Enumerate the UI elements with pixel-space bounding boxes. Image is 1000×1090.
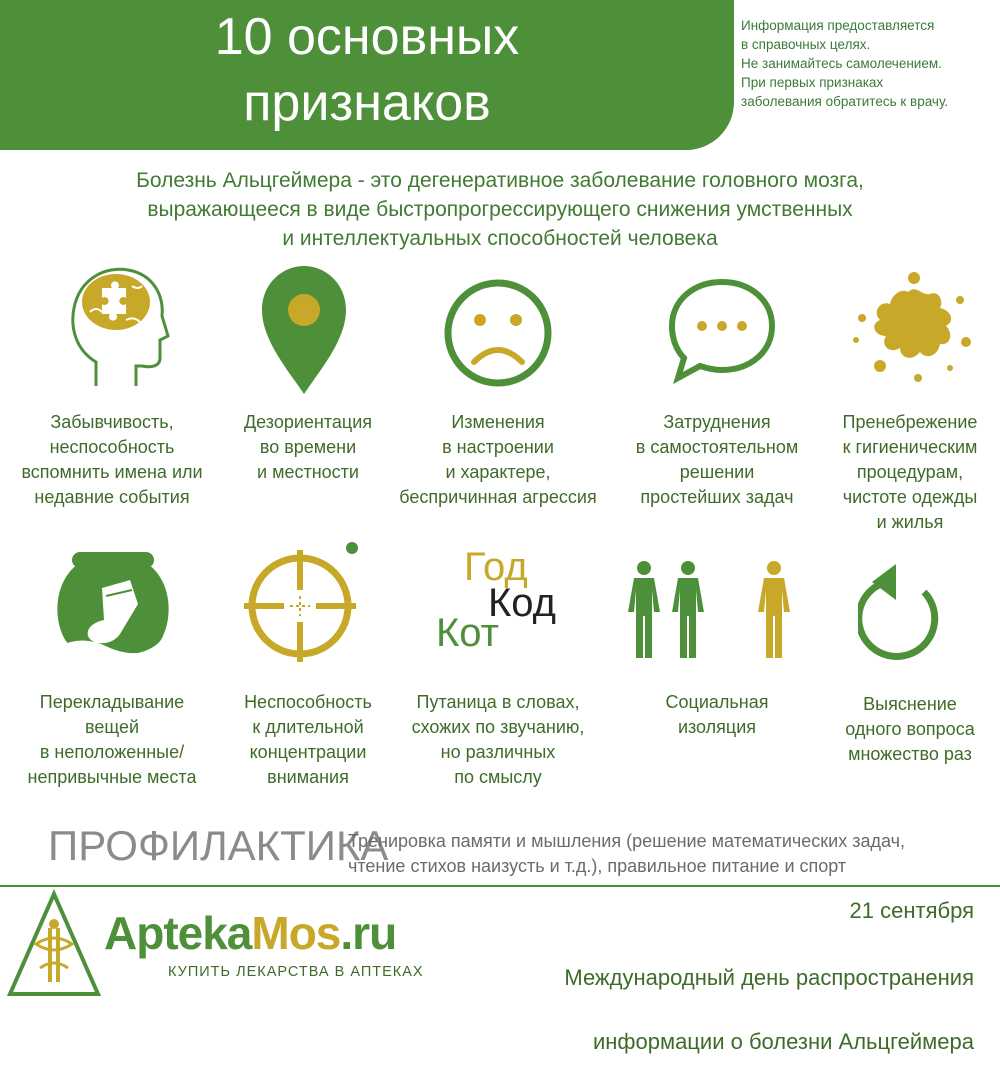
sign-caption-4: Затруднения в самостоятельном решении простейших задач xyxy=(635,412,799,507)
word-kod: Код xyxy=(488,581,557,625)
target-crosshair-icon xyxy=(242,540,364,664)
sign-caption-10: Выяснение одного вопроса множество раз xyxy=(845,694,975,764)
prevention-title: ПРОФИЛАКТИКА xyxy=(48,822,389,869)
sign-caption-7: Неспособность к длительной концентрации внимания xyxy=(244,692,372,787)
words-icon xyxy=(430,545,590,665)
prevention-line: чтение стихов наизусть и т.д.), правильное питание и спорт xyxy=(348,856,847,876)
intro-line: и интеллектуальных способностей человека xyxy=(282,227,718,250)
logo-part-ru: .ru xyxy=(340,907,397,959)
people-icon xyxy=(624,560,804,660)
sign-caption-5: Пренебрежение к гигиеническим процедурам, чистоте одежды и жилья xyxy=(842,412,978,532)
sign-caption-2: Дезориентация во времени и местности xyxy=(243,412,373,482)
logo-wordmark[interactable] xyxy=(104,906,396,960)
sign-caption-3: Изменения в настроении и характере, беспричинная агрессия xyxy=(399,412,597,507)
disclaimer xyxy=(741,16,999,111)
event-date: 21 сентября xyxy=(849,898,974,923)
head-puzzle-icon xyxy=(66,262,170,392)
event-line: Международный день распространения xyxy=(564,965,974,990)
pot-sock-icon xyxy=(50,550,176,670)
sad-face-icon xyxy=(442,278,554,388)
disclaimer-line: При первых признаках xyxy=(741,75,884,90)
disclaimer-line: Не занимайтесь самолечением. xyxy=(741,56,942,71)
speech-bubble-icon xyxy=(666,276,778,384)
stain-icon xyxy=(846,270,976,388)
event-title xyxy=(564,930,974,1090)
sign-caption-6: Перекладывание вещей в неположенные/ непривычные места xyxy=(27,692,197,787)
word-god: Год xyxy=(464,545,528,589)
logo-tagline: КУПИТЬ ЛЕКАРСТВА В АПТЕКАХ xyxy=(168,964,424,980)
prevention-text xyxy=(348,829,988,879)
event-line: информации о болезни Альцгеймера xyxy=(592,1029,974,1054)
title-line-2: признаков xyxy=(243,74,491,132)
sign-caption-8: Путаница в словах, схожих по звучанию, но различных по смыслу xyxy=(411,692,585,787)
intro-line: Болезнь Альцгеймера - это дегенеративное заболевание головного мозга, xyxy=(136,169,864,192)
title-line-1: 10 основных xyxy=(214,8,520,66)
intro-text xyxy=(40,166,960,253)
disclaimer-line: в справочных целях. xyxy=(741,37,871,52)
divider xyxy=(0,885,1000,887)
disclaimer-line: заболевания обратитесь к врачу. xyxy=(741,94,949,109)
disclaimer-line: Информация предоставляется xyxy=(741,18,935,33)
logo-part-apteka: Apteka xyxy=(104,907,252,959)
sign-caption-1: Забывчивость, неспособность вспомнить имена или недавние события xyxy=(21,412,203,507)
prevention-line: Тренировка памяти и мышления (решение математических задач, xyxy=(348,831,905,851)
page-title xyxy=(0,4,734,136)
repeat-arrow-icon xyxy=(858,560,948,670)
location-pin-icon xyxy=(258,262,350,396)
logo-triangle-icon xyxy=(6,888,102,1000)
sign-caption-9: Социальная изоляция xyxy=(665,692,769,737)
logo-part-mos: Mos xyxy=(251,907,341,959)
word-kot: Кот xyxy=(436,611,499,655)
intro-line: выражающееся в виде быстропрогрессирующего снижения умственных xyxy=(147,198,853,221)
